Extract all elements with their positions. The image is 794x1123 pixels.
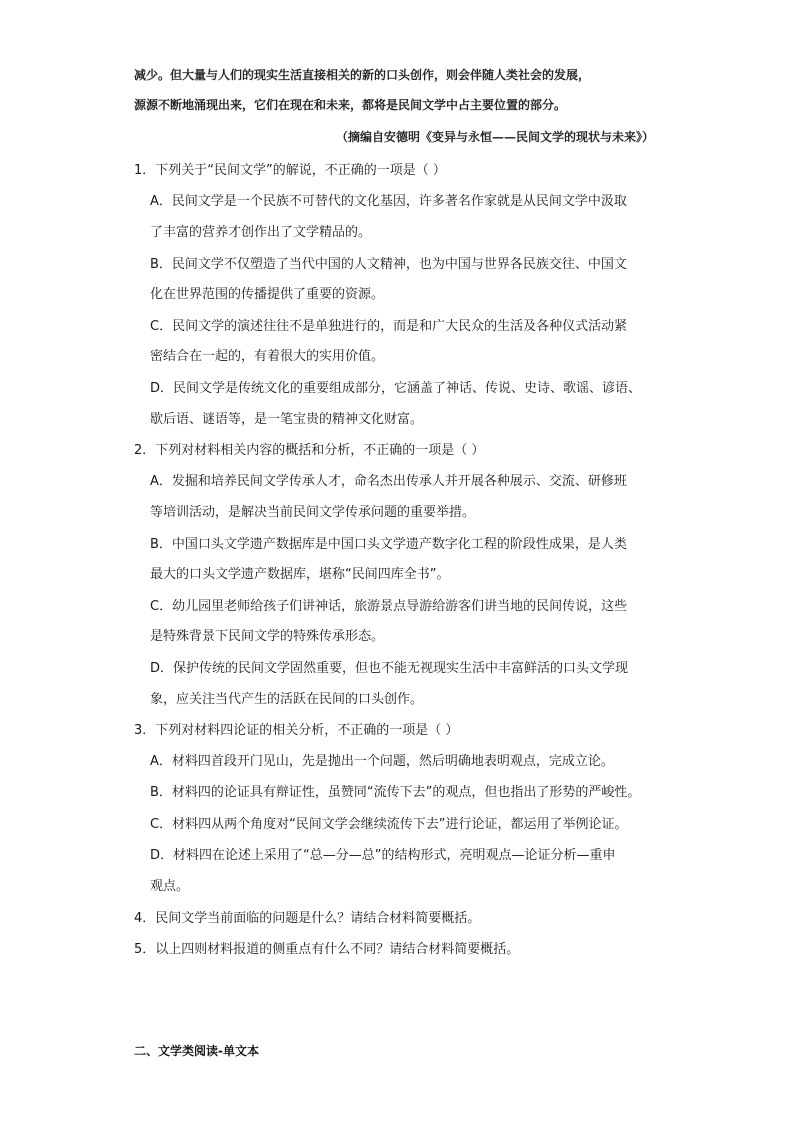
passage-line-2: 源源不断地涌现出来，它们在现在和未来，都将是民间文学中占主要位置的部分。 [134,98,567,112]
question-2-option-b-cont: 最大的口头文学遗产数据库，堪称“民间四库全书”。 [150,567,450,582]
question-2-option-c: C．幼儿园里老师给孩子们讲神话，旅游景点导游给游客们讲当地的民间传说，这些 [150,599,628,614]
question-1-option-b-cont: 化在世界范围的传播提供了重要的资源。 [150,287,385,302]
passage-line-1: 减少。但大量与人们的现实生活直接相关的新的口头创作，则会伴随人类社会的发展， [134,68,591,82]
question-3-option-a: A．材料四首段开门见山，先是抛出一个问题，然后明确地表明观点，完成立论。 [150,754,614,769]
question-3-option-c: C．材料四从两个角度对“民间文学会继续流传下去”进行论证，都运用了举例论证。 [150,817,628,832]
question-1-option-b: B．民间文学不仅塑造了当代中国的人文精神，也为中国与世界各民族交往、中国文 [150,257,627,272]
passage-source: （摘编自安德明《变异与永恒——民间文学的现状与未来》） [335,130,654,144]
question-2-option-a-cont: 等培训活动，是解决当前民间文学传承问题的重要举措。 [150,505,476,520]
question-4-stem: 4．民间文学当前面临的问题是什么？请结合材料简要概括。 [134,911,481,926]
question-1-option-d: D．民间文学是传统文化的重要组成部分，它涵盖了神话、传说、史诗、歌谣、谚语、 [150,381,642,396]
question-3-stem: 3．下列对材料四论证的相关分析，不正确的一项是（ ） [134,723,459,738]
question-2-option-d-cont: 象，应关注当代产生的活跃在民间的口头创作。 [150,692,424,707]
question-1-option-d-cont: 歇后语、谜语等，是一笔宝贵的精神文化财富。 [150,412,424,427]
section-heading: 二、文学类阅读-单文本 [134,1044,259,1058]
question-2-option-b: B．中国口头文学遗产数据库是中国口头文学遗产数字化工程的阶段性成果，是人类 [150,537,627,552]
question-2-option-a: A．发掘和培养民间文学传承人才，命名杰出传承人并开展各种展示、交流、研修班 [150,474,627,489]
question-5-stem: 5．以上四则材料报道的侧重点有什么不同？请结合材料简要概括。 [134,942,520,957]
question-2-option-c-cont: 是特殊背景下民间文学的特殊传承形态。 [150,629,385,644]
question-3-option-d-cont: 观点。 [150,879,190,894]
question-1-option-a-cont: 了丰富的营养才创作出了文学精品的。 [150,225,372,240]
question-1-option-c-cont: 密结合在一起的，有着很大的实用价值。 [150,349,385,364]
question-2-option-d: D．保护传统的民间文学固然重要，但也不能无视现实生活中丰富鲜活的口头文学现 [150,661,629,676]
question-1-option-a: A．民间文学是一个民族不可替代的文化基因，许多著名作家就是从民间文学中汲取 [150,194,627,209]
question-2-stem: 2．下列对材料相关内容的概括和分析，不正确的一项是（ ） [134,443,485,458]
question-1-option-c: C．民间文学的演述往往不是单独进行的，而是和广大民众的生活及各种仪式活动紧 [150,319,628,334]
question-1-stem: 1．下列关于“民间文学”的解说，不正确的一项是（ ） [134,163,446,178]
question-3-option-b: B．材料四的论证具有辩证性，虽赞同“流传下去”的观点，但也指出了形势的严峻性。 [150,785,641,800]
question-3-option-d: D．材料四在论述上采用了“总—分—总”的结构形式，亮明观点—论证分析—重申 [150,848,616,863]
